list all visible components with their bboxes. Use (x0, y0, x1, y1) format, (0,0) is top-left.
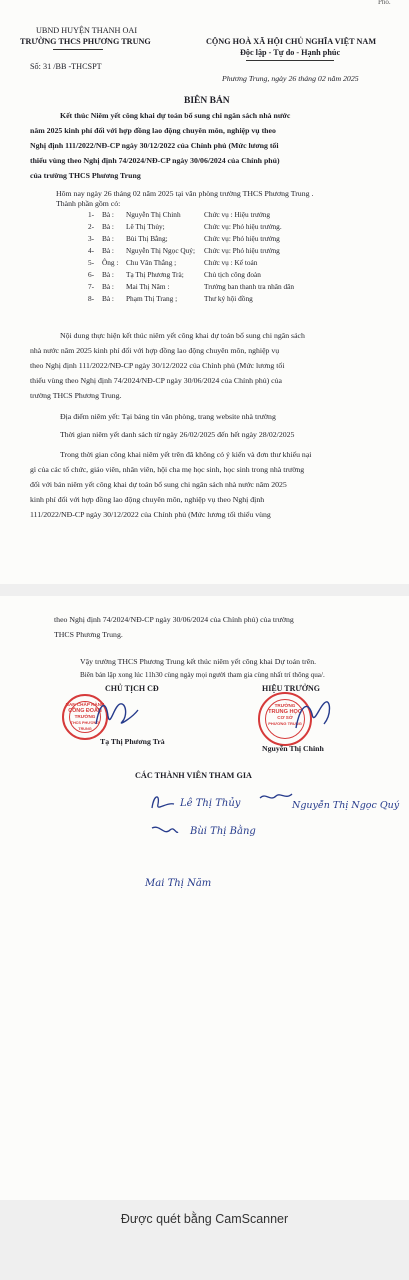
member-name: Mai Thị Năm : (126, 282, 170, 291)
posting-line: đối với bản niêm yết công khai dự toán bổ sung chi ngân sách nhà nước năm 2025 (30, 480, 287, 489)
member-row (88, 258, 338, 270)
member-row (88, 282, 338, 294)
member-number: 4- (88, 246, 95, 255)
posting-line: Trong thời gian công khai niêm yết trên đã không có ý kiến và đơn thư khiếu nại (60, 450, 312, 459)
handwritten-name-4: Mai Thị Năm (145, 878, 212, 889)
posting-line: gì của các tổ chức, giáo viên, nhân viên, hội cha mẹ học sinh, học sinh trong nhà trường (30, 465, 305, 474)
member-title: Bà : (102, 282, 114, 291)
signature-stroke-2 (258, 790, 294, 804)
member-number: 2- (88, 222, 95, 231)
member-role: Chức vụ: Phó hiệu trưởng. (204, 222, 282, 231)
document-page-2 (0, 596, 409, 1200)
signature-stroke-1 (148, 792, 178, 814)
header-org: UBND HUYỆN THANH OAI (36, 26, 138, 35)
left-sign-title: CHỦ TỊCH CĐ (105, 684, 159, 693)
left-signature-stroke (92, 696, 142, 732)
member-title: Bà : (102, 246, 114, 255)
member-name: Nguyễn Thị Chinh (126, 210, 181, 219)
right-sign-name: Nguyễn Thị Chinh (262, 744, 324, 753)
left-sign-name: Tạ Thị Phương Trà (100, 737, 165, 746)
member-number: 5- (88, 258, 95, 267)
member-number: 7- (88, 282, 95, 291)
member-title: Bà : (102, 234, 114, 243)
member-role: Chức vụ : Hiệu trưởng (204, 210, 271, 219)
continuation-line: theo Nghị định 74/2024/NĐ-CP ngày 30/06/2024 của Chính phủ) của trường (54, 615, 294, 624)
closing-line: Biên bản lập xong lúc 11h30 cùng ngày mọi người tham gia cùng nhất trí thông qua/. (80, 671, 325, 679)
content-line: theo Nghị định 111/2022/NĐ-CP ngày 30/12/2022 của Chính phủ (Mức lương tối (30, 361, 285, 370)
posting-line: kinh phí đối với hợp đồng lao động chuyên môn, nghiệp vụ theo Nghị định (30, 495, 265, 504)
date-line: Phương Trung, ngày 26 tháng 02 năm 2025 (222, 74, 359, 83)
member-row (88, 270, 338, 282)
header-motto: Độc lập - Tự do - Hạnh phúc (240, 48, 341, 57)
handwritten-name-3: Bùi Thị Bằng (190, 826, 256, 837)
right-signature-stroke (290, 696, 336, 736)
handwritten-name-1: Lê Thị Thủy (180, 798, 241, 809)
signature-stroke-3 (150, 822, 180, 838)
content-line: trường THCS Phương Trung. (30, 391, 122, 400)
member-row (88, 246, 338, 258)
member-title: Bà : (102, 270, 114, 279)
member-name: Phạm Thị Trang ; (126, 294, 178, 303)
member-title: Bà : (102, 210, 114, 219)
location-line: Địa điểm niêm yết: Tại bảng tin văn phòng, trang website nhà trường (60, 412, 276, 421)
members-title: CÁC THÀNH VIÊN THAM GIA (135, 771, 252, 780)
trade-union-seal: BAN CHẤP HÀNH CÔNG ĐOÀN TRƯỜNG THCS PHƯƠNG TRUNG (62, 694, 108, 740)
member-title: Bà : (102, 222, 114, 231)
document-number: Số: 31 /BB -THCSPT (30, 62, 102, 71)
header-underline (53, 49, 103, 50)
participants-label: Thành phần gồm có: (56, 199, 121, 208)
camscanner-footer: Được quét bằng CamScanner (120, 1212, 289, 1226)
content-line: Nội dung thực hiện kết thúc niêm yết công khai dự toán bổ sung chi ngân sách (60, 331, 305, 340)
time-line: Thời gian niêm yết danh sách từ ngày 26/02/2025 đến hết ngày 28/02/2025 (60, 430, 295, 439)
school-seal: TRƯỜNG TRUNG HỌC CƠ SỞ PHƯƠNG TRUNG (258, 692, 312, 746)
members-list (88, 210, 338, 306)
content-line: nhà nước năm 2025 kinh phí đối với hợp đồng lao động chuyên môn, nghiệp vụ (30, 346, 280, 355)
document-page-1 (0, 0, 409, 584)
member-name: Chu Văn Thắng ; (126, 258, 177, 267)
member-number: 6- (88, 270, 95, 279)
member-role: Chức vụ: Phó hiệu trưởng (204, 234, 280, 243)
intro-line: Nghị định 111/2022/NĐ-CP ngày 30/12/2022 của Chính phủ (Mức lương tối (30, 141, 279, 150)
meeting-line: Hôm nay ngày 26 tháng 02 năm 2025 tại văn phòng trường THCS Phương Trung . (56, 189, 314, 198)
member-row (88, 234, 338, 246)
header-country: CỘNG HOÀ XÃ HỘI CHỦ NGHĨA VIỆT NAM (206, 37, 377, 46)
conclusion-line: Vậy trường THCS Phương Trung kết thúc niêm yết công khai Dự toán trên. (80, 657, 317, 666)
member-role: Chức vụ: Phó hiệu trưởng (204, 246, 280, 255)
intro-line: Kết thúc Niêm yết công khai dự toán bổ sung chi ngân sách nhà nước (60, 111, 291, 120)
document-title: BIÊN BẢN (184, 96, 230, 106)
intro-line: năm 2025 kinh phí đối với hợp đồng lao động chuyên môn, nghiệp vụ theo (30, 126, 276, 135)
member-row (88, 210, 338, 222)
posting-paragraph (30, 447, 311, 522)
content-paragraph (30, 328, 305, 403)
member-title: Bà : (102, 294, 114, 303)
continuation-line: THCS Phương Trung. (54, 630, 123, 639)
continuation (54, 612, 294, 642)
right-sign-title: HIỆU TRƯỞNG (262, 684, 321, 693)
content-line: thiểu vùng theo Nghị định 74/2024/NĐ-CP ngày 30/06/2024 của Chính phủ) của (30, 376, 283, 385)
member-name: Lê Thị Thủy; (126, 222, 165, 231)
member-role: Chủ tịch công đoàn (204, 270, 261, 279)
member-row (88, 294, 338, 306)
intro-line: thiểu vùng theo Nghị định 74/2024/NĐ-CP ngày 30/06/2024 của Chính phủ) (30, 156, 280, 165)
member-role: Trưởng ban thanh tra nhân dân (204, 282, 295, 291)
member-row (88, 222, 338, 234)
intro-paragraph (30, 108, 290, 183)
member-role: Chức vụ : Kế toán (204, 258, 258, 267)
motto-underline (246, 60, 334, 61)
member-name: Tạ Thị Phương Trà; (126, 270, 184, 279)
header-school: TRƯỜNG THCS PHƯƠNG TRUNG (20, 37, 151, 46)
member-name: Bùi Thị Bằng; (126, 234, 168, 243)
handwritten-name-2: Nguyễn Thị Ngọc Quý (292, 800, 400, 811)
member-number: 1- (88, 210, 95, 219)
member-number: 8- (88, 294, 95, 303)
member-number: 3- (88, 234, 95, 243)
member-title: Ông : (102, 258, 119, 267)
intro-line: của trường THCS Phương Trung (30, 171, 141, 180)
member-name: Nguyễn Thị Ngọc Quý; (126, 246, 195, 255)
member-role: Thư ký hội đồng (204, 294, 253, 303)
posting-line: 111/2022/NĐ-CP ngày 30/12/2022 của Chính phủ (Mức lương tối thiểu vùng (30, 510, 271, 519)
corner-text: Pho. (378, 0, 391, 6)
